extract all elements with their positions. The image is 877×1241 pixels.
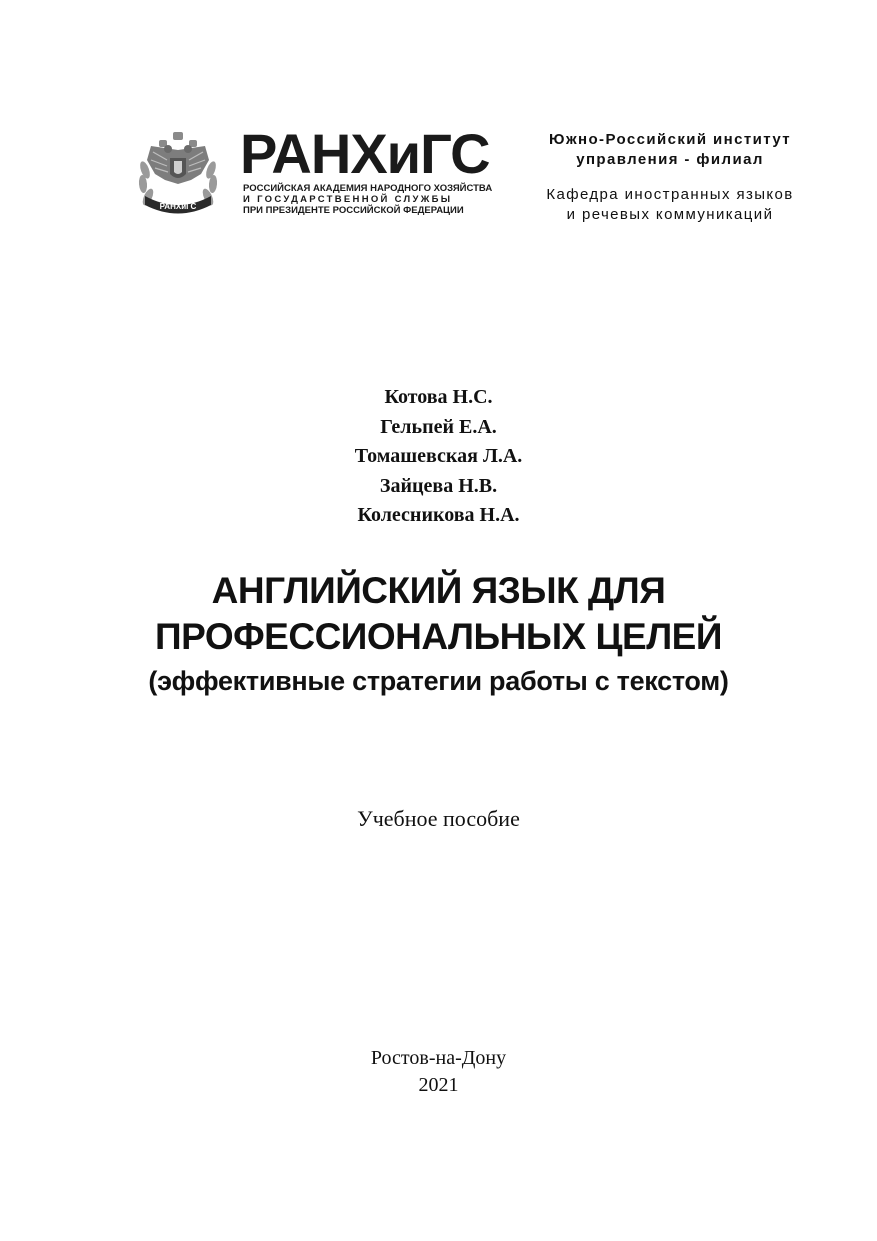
logo-subtitle-line-1: РОССИЙСКАЯ АКАДЕМИЯ НАРОДНОГО ХОЗЯЙСТВА <box>243 183 493 194</box>
book-title <box>0 568 877 660</box>
logo-subtitle-line-3: ПРИ ПРЕЗИДЕНТЕ РОССИЙСКОЙ ФЕДЕРАЦИИ <box>243 205 464 216</box>
author: Зайцева Н.В. <box>379 474 498 497</box>
logo-subtitle <box>243 183 493 216</box>
author: Гельпей Е.А. <box>380 415 497 438</box>
publication-city: Ростов-на-Дону <box>370 1047 507 1069</box>
logo-subtitle-line-2: И ГОСУДАРСТВЕННОЙ СЛУЖБЫ <box>243 194 453 205</box>
book-subtitle: (эффективные стратегии работы с текстом) <box>148 666 729 696</box>
authors-list <box>0 383 877 531</box>
author: Котова Н.С. <box>384 386 493 408</box>
author: Колесникова Н.А. <box>357 504 520 526</box>
publication-year: 2021 <box>418 1074 459 1096</box>
institute-name-line-1: Южно-Российский институт <box>548 131 792 148</box>
page-header <box>0 0 877 250</box>
author: Томашевская Л.А. <box>354 445 523 467</box>
publication-info <box>0 1045 877 1099</box>
institute-block <box>505 130 835 225</box>
double-headed-eagle-emblem-icon <box>137 130 219 216</box>
document-type: Учебное пособие <box>357 806 520 831</box>
institute-name-line-2: управления - филиал <box>576 151 764 168</box>
logo-title: РАНХиГС <box>240 122 490 185</box>
department-name-line-2: и речевых коммуникаций <box>566 206 774 223</box>
institute-name <box>505 130 835 170</box>
department-name-line-1: Кафедра иностранных языков <box>546 186 794 203</box>
department-name <box>505 185 835 225</box>
book-title-line-2: ПРОФЕССИОНАЛЬНЫХ ЦЕЛЕЙ <box>155 616 722 657</box>
emblem-ribbon-text: РАНХиГС <box>159 202 197 211</box>
book-title-line-1: АНГЛИЙСКИЙ ЯЗЫК ДЛЯ <box>211 570 666 611</box>
